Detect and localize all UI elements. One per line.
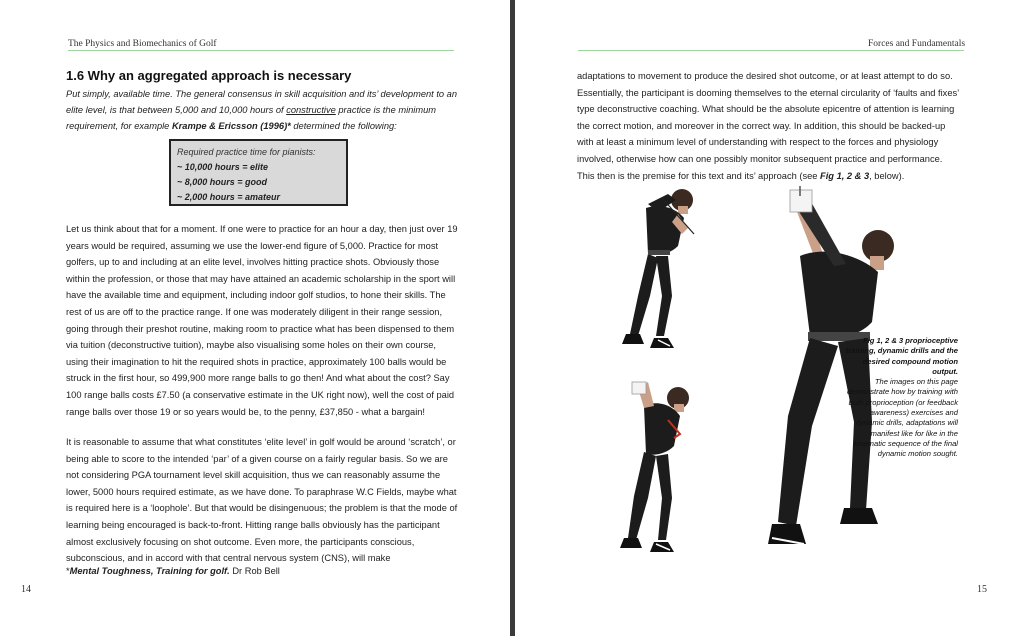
intro-paragraph xyxy=(66,86,461,134)
header-rule-right xyxy=(578,50,964,51)
left-page xyxy=(0,0,510,636)
practice-time-callout xyxy=(169,139,348,206)
intro-citation: Krampe & Ericsson (1996)* xyxy=(171,121,291,131)
intro-text-3: determined the following: xyxy=(290,121,397,131)
footnote-author: Dr Rob Bell xyxy=(229,566,280,576)
right-body-end: , below). xyxy=(869,170,905,181)
golfer-figure-1 xyxy=(598,184,710,370)
golfer-figure-2 xyxy=(598,376,710,572)
page-number-right: 15 xyxy=(977,584,987,595)
footnote xyxy=(66,566,280,576)
intro-text-1: Put simply, available time. The general consensus in skill acquisition and its’ development to an elite level, is that between 5,000 and 10,000 hours of xyxy=(66,89,458,115)
body-paragraph-2: It is reasonable to assume that what constitutes ‘elite level’ in golf would be around ‘scratch’, or being able to score to the intended ‘par’ of a given course on a fairly regular basis. So we are not considering PGA tournament level skill acquisition, thus we can reasonably assume the lower, 5000 hours required estimate, as we have done. To paraphrase W.C Fields, maybe what is required here is a ‘loophole’. But that would be disingenuous; the problem is that the mode of learning being encouraged is back-to-front. Hitting range balls obviously has the participant almost exclusively focusing on shot outcome. Even more, the participants conscious, subconscious, and in accord with that central nervous system (CNS), will make xyxy=(66,437,458,564)
footnote-title: Mental Toughness, Training for golf. xyxy=(69,566,230,576)
page-number-left: 14 xyxy=(21,584,31,595)
right-body-paragraph xyxy=(577,68,962,184)
header-rule-left xyxy=(68,50,454,51)
right-body-text: adaptations to movement to produce the desired shot outcome, or at least attempt to do so. Essentially, the participant is dooming themselves to the eternal circularity of ‘faults and fixes’ type deconstructive coaching. What should be the absolute epicentre of attention is learning the correct motion, and moreover in the correct way. In addition, this should be backed-up with at least a minimum level of understanding with respect to the forces and physiology involved, otherwise how can one possibly monitor subsequent practice and performance. This then is the premise for this text and its’ approach (see xyxy=(577,71,959,181)
running-head-left: The Physics and Biomechanics of Golf xyxy=(68,39,217,49)
running-head-right: Forces and Fundamentals xyxy=(868,39,966,49)
footnote-marker: * xyxy=(66,566,70,576)
intro-underlined: constructive xyxy=(286,105,336,115)
caption-title: Fig 1, 2 & 3 proprioceptive training, dynamic drills and the desired compound motion output. xyxy=(845,336,958,376)
figure-caption xyxy=(840,336,958,460)
section-heading: 1.6 Why an aggregated approach is necessary xyxy=(66,68,352,83)
figure-reference: Fig 1, 2 & 3 xyxy=(820,170,870,181)
callout-line-elite: ~ 10,000 hours = elite xyxy=(177,162,269,172)
caption-body: The images on this page demonstrate how by training with both proprioception (or feedback awareness) exercises and dynamic drills, adaptations will manifest like for like in the kinematic sequence of the final dynamic motion sought. xyxy=(846,377,958,459)
callout-line-good: ~ 8,000 hours = good xyxy=(177,177,268,187)
callout-line-amateur: ~ 2,000 hours = amateur xyxy=(177,192,281,202)
intro-text-2: practice is the minimum requirement, for example xyxy=(66,105,437,131)
body-paragraph-1: Let us think about that for a moment. If one were to practice for an hour a day, then just over 19 years would be required, assuming we use the lower-end figure of 5,000. Practice for most golfers, up to and including at an elite level, involves hitting practice shots. Obviously those within the profession, or those that may have attained an academic scholarship in the sport will have the available time and equipment, including indoor golf studios, to hone their skills. The rest of us are off to the practice range. If one was moderately diligent in their range session, going through their preshot routine, making room to practice what has been dispensed to them via tuition (deconstructive tuition), maybe also visualising some holes on their own course, using their imagination to hit the required shots in practice, approximately 100 balls would be struck in the first hour, so 499,900 more range balls to go then! And what about the cost? Say 100 range balls costs £7.50 (a conservative estimate in the UK right now), well the cost of paid range balls over those 19 or so years would be, to the penny, £37,850 - what a bargain! xyxy=(66,224,458,417)
callout-title: Required practice time for pianists: xyxy=(177,147,316,157)
